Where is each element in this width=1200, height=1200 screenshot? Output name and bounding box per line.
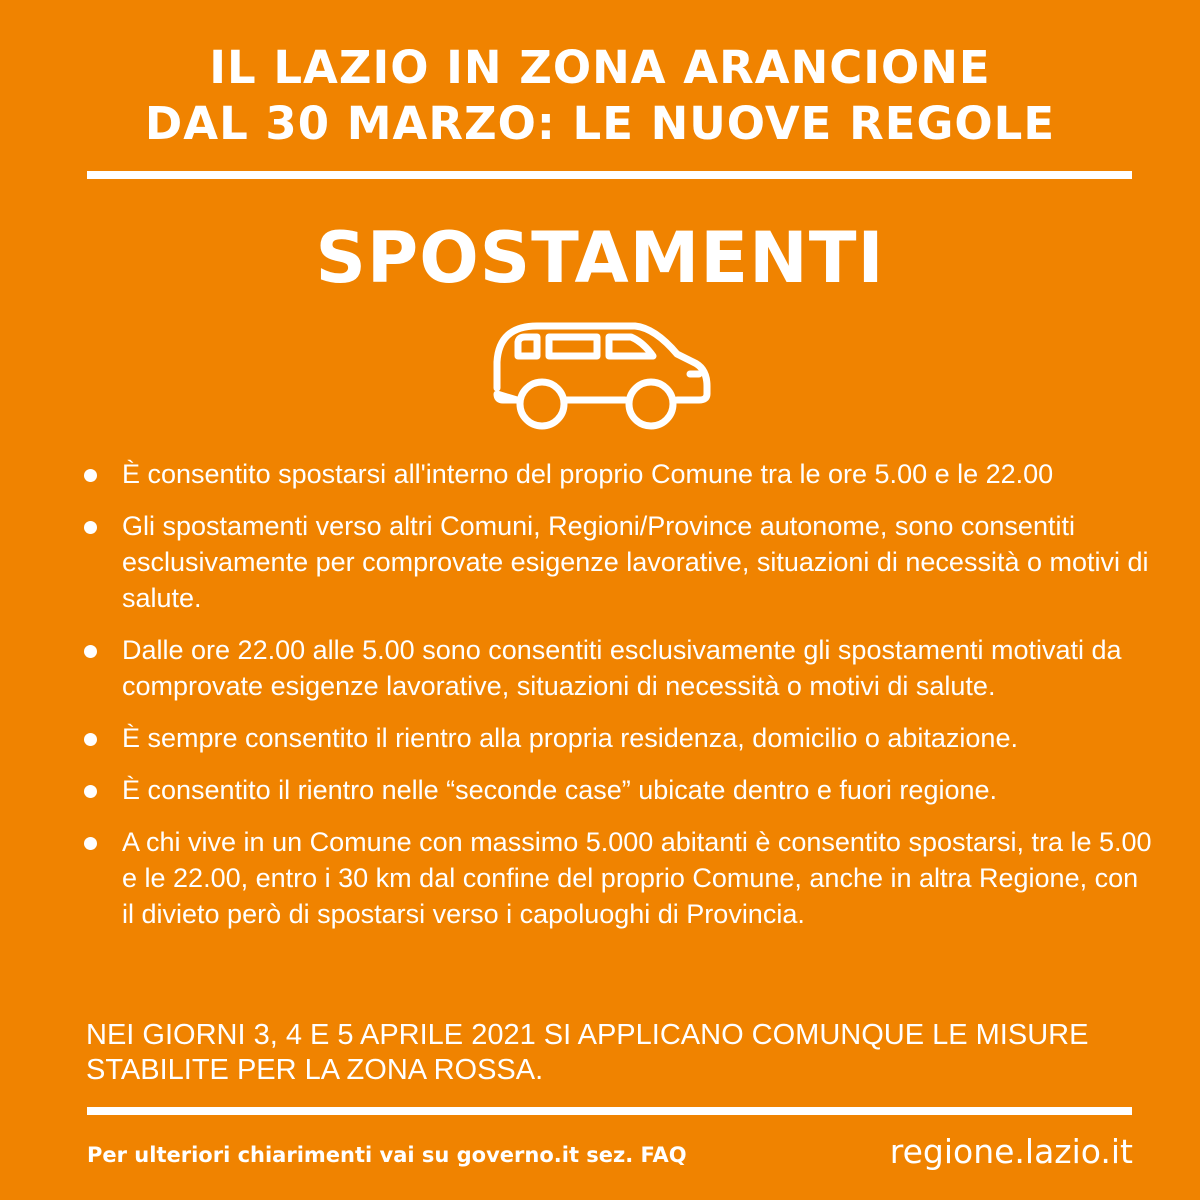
bullet-icon [84,521,97,534]
bullet-icon [84,733,97,746]
rule-text: È sempre consentito il rientro alla propria residenza, domicilio o abitazione. [122,723,1018,753]
bullet-icon [84,837,97,850]
rules-list [84,456,1154,948]
zona-rossa-notice: NEI GIORNI 3, 4 E 5 APRILE 2021 SI APPLICANO COMUNQUE LE MISURE STABILITE PER LA ZONA ROSSA. [86,1019,1089,1086]
site-url[interactable]: regione.lazio.it [889,1132,1133,1171]
rule-text: Gli spostamenti verso altri Comuni, Regioni/Province autonome, sono consentiti esclusivamente per comprovate esigenze lavorative, situazioni di necessità o motivi di salute. [122,511,1149,613]
bullet-icon [84,645,97,658]
top-divider [87,171,1132,179]
rule-text: A chi vive in un Comune con massimo 5.000 abitanti è consentito spostarsi, tra le 5.00 e le 22.00, entro i 30 km dal confine del proprio Comune, anche in altra Regione, con il divieto però di spostarsi verso i capoluoghi di Provincia. [122,827,1152,929]
rule-text: È consentito il rientro nelle “seconde case” ubicate dentro e fuori regione. [122,775,998,805]
headline-line-2: DAL 30 MARZO: LE NUOVE REGOLE [144,97,1056,150]
list-item [84,456,1154,492]
rule-text: È consentito spostarsi all'interno del proprio Comune tra le ore 5.00 e le 22.00 [122,459,1054,489]
rule-text: Dalle ore 22.00 alle 5.00 sono consentiti esclusivamente gli spostamenti motivati da comprovate esigenze lavorative, situazioni di necessità o motivi di salute. [122,635,1122,701]
list-item [84,632,1154,704]
bottom-divider [87,1107,1132,1115]
list-item [84,824,1154,932]
faq-info-text: Per ulteriori chiarimenti vai su governo.it sez. FAQ [87,1143,687,1167]
section-title: SPOSTAMENTI [315,217,885,299]
headline-line-1: IL LAZIO IN ZONA ARANCIONE [209,41,991,94]
car-icon [485,318,715,438]
list-item [84,772,1154,808]
list-item [84,508,1154,616]
bullet-icon [84,469,97,482]
bullet-icon [84,785,97,798]
list-item [84,720,1154,756]
